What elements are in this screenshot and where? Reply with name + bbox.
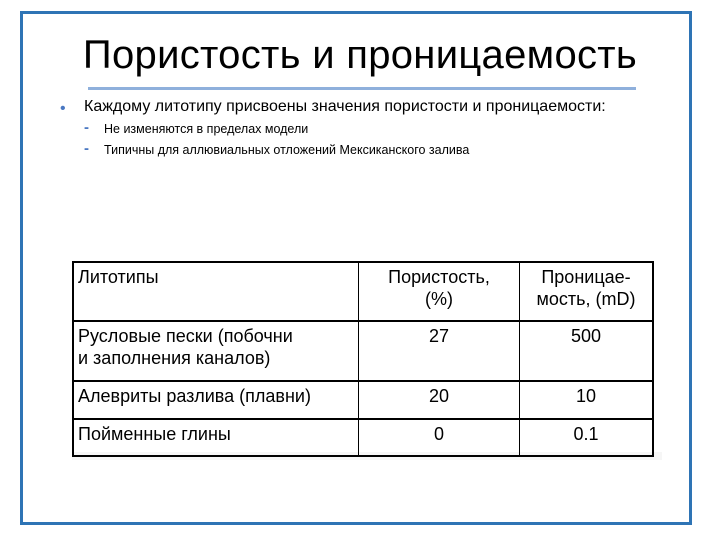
cell-lithotype: Пойменные глины bbox=[73, 419, 359, 456]
cell-permeability: 0.1 bbox=[520, 419, 654, 456]
table-row bbox=[73, 321, 653, 381]
cell-text: и заполнения каналов) bbox=[78, 348, 271, 368]
header-lithotypes bbox=[73, 262, 359, 321]
table-header-row bbox=[73, 262, 653, 321]
cell-permeability: 500 bbox=[520, 321, 654, 381]
cell-porosity: 0 bbox=[359, 419, 520, 456]
header-text: мость, (mD) bbox=[536, 289, 636, 309]
header-porosity bbox=[359, 262, 520, 321]
sub-bullet-dash-icon: - bbox=[84, 119, 89, 136]
header-text: Литотипы bbox=[78, 267, 159, 287]
cell-lithotype: Алевриты разлива (плавни) bbox=[73, 381, 359, 419]
slide-title: Пористость и проницаемость bbox=[82, 33, 638, 77]
cell-text: Русловые пески (побочни bbox=[78, 326, 293, 346]
header-permeability bbox=[520, 262, 654, 321]
header-text: Пористость, bbox=[388, 267, 490, 287]
cell-porosity: 20 bbox=[359, 381, 520, 419]
table-row bbox=[73, 381, 653, 419]
bullet-text: Каждому литотипу присвоены значения пористости и проницаемости: bbox=[84, 98, 606, 115]
sub-bullet-text: Не изменяются в пределах модели bbox=[104, 122, 309, 136]
table-row bbox=[73, 419, 653, 456]
sub-bullet-dash-icon: - bbox=[84, 140, 89, 157]
cell-porosity: 27 bbox=[359, 321, 520, 381]
sub-bullet-text: Типичны для аллювиальных отложений Мексиканского залива bbox=[104, 143, 470, 157]
header-text: (%) bbox=[425, 289, 453, 309]
lithotype-table bbox=[72, 261, 654, 457]
title-underline bbox=[88, 87, 636, 90]
cell-lithotype bbox=[73, 321, 359, 381]
bullet-dot-icon: • bbox=[60, 100, 66, 117]
header-text: Проницае- bbox=[541, 267, 631, 287]
cell-permeability: 10 bbox=[520, 381, 654, 419]
